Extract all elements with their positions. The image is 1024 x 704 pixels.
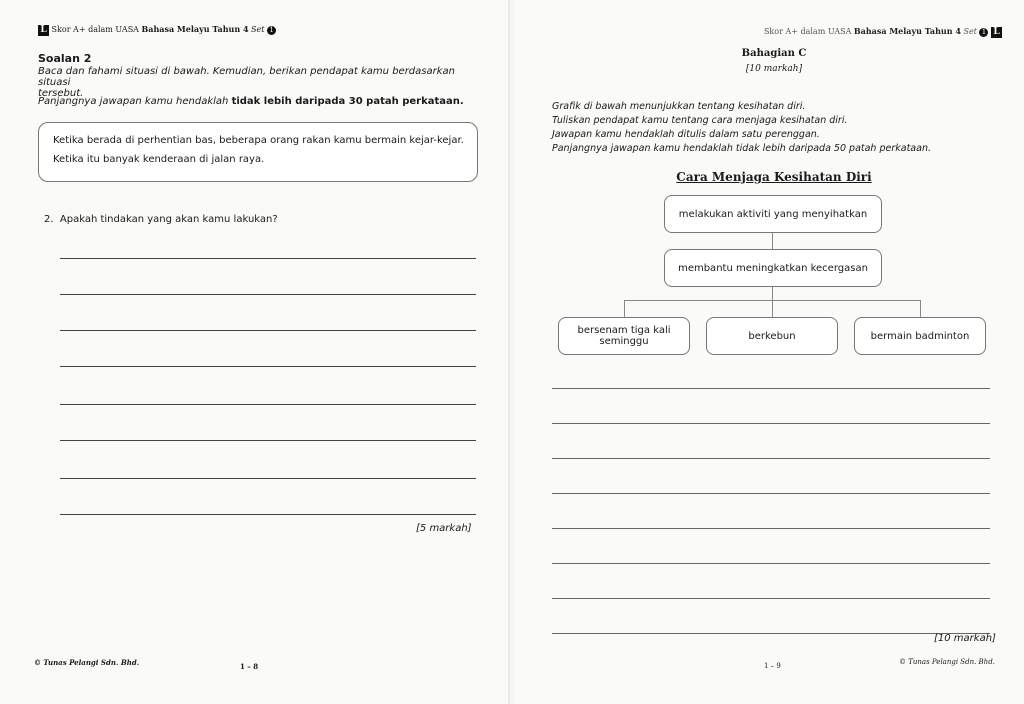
- instructions: [552, 100, 931, 156]
- instruction-1: Grafik di bawah menunjukkan tentang kesihatan diri.: [552, 101, 806, 112]
- connector: [772, 287, 773, 300]
- node-gardening: berkebun: [706, 317, 838, 355]
- instruction-2: Tuliskan pendapat kamu tentang cara menjaga kesihatan diri.: [552, 115, 848, 126]
- answer-line[interactable]: [60, 440, 476, 441]
- set-label: Set: [963, 27, 977, 36]
- answer-line[interactable]: [552, 598, 990, 599]
- chart-title: Cara Menjaga Kesihatan Diri: [676, 170, 872, 184]
- answer-line[interactable]: [60, 514, 476, 515]
- situation-line-2: Ketika itu banyak kenderaan di jalan raya.: [53, 154, 265, 165]
- node-healthy-activity: melakukan aktiviti yang menyihatkan: [664, 195, 882, 233]
- instruction-3: Jawapan kamu hendaklah ditulis dalam satu perenggan.: [552, 129, 820, 140]
- marks-label: [10 markah]: [934, 633, 996, 644]
- answer-line[interactable]: [552, 423, 990, 424]
- subject: Bahasa Melayu Tahun 4: [853, 26, 961, 36]
- connector: [772, 233, 773, 249]
- situation-line-1: Ketika berada di perhentian bas, beberapa orang rakan kamu bermain kejar-kejar.: [53, 135, 464, 146]
- footer-page-number: 1 – 9: [764, 662, 781, 670]
- answer-line[interactable]: [60, 258, 476, 259]
- section-title: Bahagian C: [741, 48, 807, 59]
- instruction-2: Panjangnya jawapan kamu hendaklah tidak lebih daripada 30 patah perkataan.: [38, 96, 464, 107]
- answer-line[interactable]: [60, 404, 476, 405]
- answer-line[interactable]: [60, 478, 476, 479]
- instruction-4: Panjangnya jawapan kamu hendaklah tidak lebih daripada 50 patah perkataan.: [552, 143, 931, 154]
- node-exercise: bersenam tiga kali seminggu: [558, 317, 690, 355]
- situation-box: [38, 122, 478, 182]
- node-fitness: membantu meningkatkan kecergasan: [664, 249, 882, 287]
- right-header: [764, 26, 1002, 38]
- connector: [772, 300, 773, 317]
- answer-line[interactable]: [552, 528, 990, 529]
- answer-line[interactable]: [60, 330, 476, 331]
- publisher-logo-icon: L: [38, 25, 49, 36]
- set-label: Set: [251, 25, 265, 34]
- publisher-logo-icon: L: [991, 27, 1002, 38]
- footer-page-number: 1 – 8: [240, 662, 259, 671]
- connector: [624, 300, 625, 317]
- left-header: [38, 24, 276, 36]
- subject: Bahasa Melayu Tahun 4: [141, 24, 249, 34]
- book-title: Skor A+ dalam UASA: [763, 27, 852, 36]
- answer-line[interactable]: [60, 366, 476, 367]
- answer-line[interactable]: [552, 388, 990, 389]
- question-2: 2. Apakah tindakan yang akan kamu lakukan?: [44, 214, 278, 225]
- book-title: Skor A+ dalam UASA: [51, 25, 139, 34]
- set-number-badge: 1: [267, 26, 276, 35]
- footer-publisher: © Tunas Pelangi Sdn. Bhd.: [899, 658, 995, 666]
- instruction-1: Baca dan fahami situasi di bawah. Kemudian, berikan pendapat kamu berdasarkan situasi tersebut.: [38, 66, 455, 99]
- left-page: [0, 0, 510, 704]
- marks-label: [5 markah]: [416, 523, 472, 534]
- question-title: Soalan 2: [38, 52, 92, 65]
- answer-line[interactable]: [552, 563, 990, 564]
- set-number-badge: 1: [979, 28, 988, 37]
- answer-line[interactable]: [552, 493, 990, 494]
- connector: [920, 300, 921, 317]
- answer-line[interactable]: [552, 458, 990, 459]
- right-page: [514, 0, 1024, 704]
- answer-line[interactable]: [552, 633, 990, 634]
- section-marks: [10 markah]: [745, 64, 803, 74]
- node-badminton: bermain badminton: [854, 317, 986, 355]
- footer-publisher: © Tunas Pelangi Sdn. Bhd.: [34, 658, 140, 667]
- answer-line[interactable]: [60, 294, 476, 295]
